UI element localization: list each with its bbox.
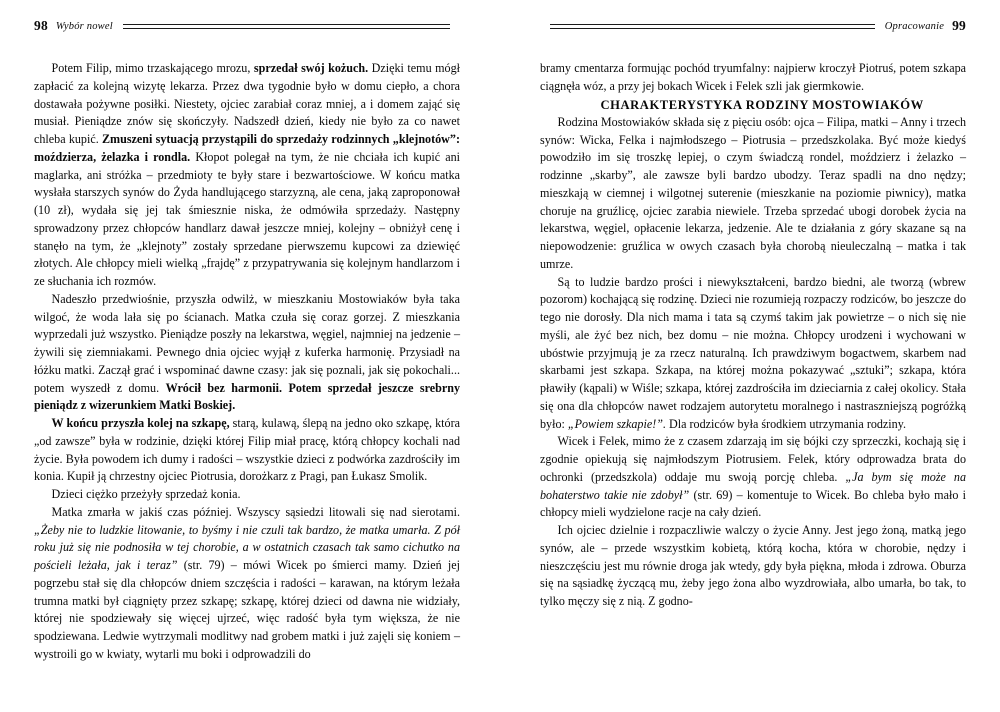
text-run: Wrócił bez harmonii. Potem sprzedał jeszcze srebrny pieniądz z wizerunkiem Matki Boskiej. <box>34 380 461 413</box>
body-text-left <box>34 60 460 664</box>
paragraph <box>540 522 966 611</box>
text-run: (str. 79) – mówi Wicek po śmierci mamy. Dzień jej pogrzebu stał się dla chłopców dniem szczęścia i radości – karawan, na którym leżała trumna matki był ciągnięty przez szkapę; szkapę, której dzieci od dawna nie widziały, której nie spodziewały się więcej ujrzeć, więc radość była tym większa, że nie spodziewana. Ledwie wytrzymali modlitwy nad grobem matki i już zajęli się koniem – wystroili go w kwiaty, wytarli mu boki i odprowadzili do <box>34 558 461 661</box>
text-run: Nadeszło przedwiośnie, przyszła odwilż, w mieszkaniu Mostowiaków była taka wilgoć, że woda lała się po ścianach. Matka czuła się coraz gorzej. Z mieszkania wyprzedali już wszystko. Pieniądze poszły na lekarstwa, węgiel, najmniej na jedzenie – żywili się ziemniakami. Pewnego dnia ojciec wyjął z kuferka harmonię. Przysiadł na łóżku matki. Zaczął grać i wspominać dawne czasy: jak się poznali, jak się pokochali... potem wyszedł z domu. <box>34 291 460 395</box>
text-run: bramy cmentarza formując pochód tryumfalny: najpierw kroczył Piotruś, potem szkapa ciągnęła wóz, a przy jej bokach Wicek i Felek szli jak giermkowie. <box>540 61 966 93</box>
running-head-right <box>540 18 966 34</box>
section-heading: CHARAKTERYSTYKA RODZINY MOSTOWIAKÓW <box>600 97 924 112</box>
text-run: Zmuszeni sytuacją przystąpili do sprzedaży rodzinnych „klejnotów”: moździerza, żelazka i rondla. <box>34 132 460 164</box>
text-run: Potem Filip, mimo trzaskającego mrozu, <box>51 61 254 75</box>
text-run: starą, kulawą, ślepą na jedno oko szkapę, która „od zawsze” była w rodzinie, dzięki której Filip miał pracę, którą chłopcy kochali nad życie. Była powodem ich dumy i radości – wszystkie dzieci z podwórka zazdrościły im konia. Kupił ją chrzestny ojciec Piotrusia, dorożkarz z Pragi, pan Łukasz Smolik. <box>34 416 460 484</box>
folio-right: 99 <box>952 18 966 33</box>
folio-left: 98 <box>34 18 48 33</box>
paragraph <box>540 433 966 522</box>
running-head-title-right: Opracowanie <box>884 20 945 32</box>
text-run: Dla rodziców była środkiem utrzymania rodziny. <box>665 416 906 431</box>
text-run: Ich ojciec dzielnie i rozpaczliwie walczy o życie Anny. Jest jego żoną, matką jego synów, ale – przede wszystkim kobietą, którą kocha, która w chorobie, nędzy i nieszczęściu jest mu równie droga jak wtedy, gdy była piękna, młoda i zdrowa. Oburza się na sąsiadkę życzącą mu, żeby jego żona albo wyzdrowiała, albo umarła, bo tak, to tylko męczy się z nią. Z godno- <box>540 523 966 609</box>
body-text-right <box>540 60 966 611</box>
paragraph <box>34 504 460 664</box>
text-run: Dzięki temu mógł zapłacić za kolejną wizytę lekarza. Przez dwa tygodnie było w domu ciepło, a chora dostawała pożywne posiłki. Niestety, ojciec zarabiał coraz mniej, a i domem zająć się musiał. Pieniądze znów się skończyły. Nadszedł dzień, kiedy nie było za co nawet chleba kupić. <box>34 61 461 146</box>
text-run: „Żeby nie to ludzkie litowanie, to byśmy i nie czuli tak bardzo, że matka umarła. Z pół roku już się nie podnosiła w tej chorobie, a w ostatnich czasach tak samo cichutko na pościeli leżała, jak i teraz” <box>34 522 460 572</box>
text-run: Są to ludzie bardzo prości i niewykształceni, bardzo biedni, ale tworzą (wbrew pozorom) kochającą się rodzinę. Dzieci nie rozumieją rozpaczy rodziców, bo jeszcze do tego nie dorosły. Dla nich mama i tata są czymś takim jak powietrze – o nich się nie myśli, ale żyć bez nich, bez domu – nie można. Chłopcy urodzeni i wychowani w ubóstwie przyjmują je za rzecz naturalną. Ich prawdziwym bogactwem, skarbem nad skarbami jest szkapa. Szkapa, na której można pokazywać „sztuki”; szkapa, która pławiły (kąpali) w Wiśle; szkapa, której zazdrościła im dzieciarnia z całej okolicy. Stała się ona dla chłopców nawet rodzajem autorytetu moralnego i nastraszniejszą pogróżką było: <box>540 274 966 431</box>
header-rule-left <box>123 24 450 29</box>
running-head-left <box>34 18 460 34</box>
header-rule-right <box>550 24 875 29</box>
text-run: „Powiem szkapie!”. <box>567 416 666 431</box>
text-run: „Ja bym się może na bohaterstwo takie nie zdobył” <box>540 469 966 502</box>
text-run: sprzedał swój kożuch. <box>253 61 369 75</box>
page-right <box>500 0 1000 712</box>
text-run: Dzieci ciężko przeżyły sprzedaż konia. <box>51 487 241 501</box>
text-run: Matka zmarła w jakiś czas później. Wszyscy sąsiedzi litowali się nad sierotami. <box>51 504 460 519</box>
paragraph <box>540 114 966 274</box>
text-run: Wicek i Felek, mimo że z czasem zdarzają im się bójki czy sprzeczki, kochają się i zgodnie opiekują się najmłodszym Piotrusiem. Felek, który odprowadza brata do ochronki (przedszkola) oddaje mu swoją porcję chleba. <box>540 434 966 484</box>
paragraph <box>540 274 966 434</box>
running-head-title-left: Wybór nowel <box>55 20 113 32</box>
paragraph <box>34 60 460 291</box>
text-run: Kłopot polegał na tym, że nie chciała ich kupić ani maglarka, ani stróżka – przedmioty te były stare i bezwartościowe. W końcu matka wysłała starszych synów do Żyda handlującego starzyzną, ale cena, jaką zaproponował (10 zł), wydała się jej tak śmiesznie niska, że odmówiła sprzedaży. Następny sprowadzony przez chłopców handlarz dawał jeszcze mniej, kolejny – obniżył cenę i stanęło na tym, że „klejnoty” zostały sprzedane pierwszemu kupcowi za dziewięć złotych. Ale chłopcy mieli wielką „frajdę” z przypatrywania się kolejnym handlarzom i ze słuchania ich rozmów. <box>34 149 460 288</box>
paragraph <box>34 291 460 415</box>
text-run: W końcu przyszła kolej na szkapę, <box>51 416 230 430</box>
paragraph <box>34 486 460 504</box>
paragraph <box>540 60 966 96</box>
text-run: Rodzina Mostowiaków składa się z pięciu osób: ojca – Filipa, matki – Anny i trzech synów: Wicka, Felka i najmłodszego – Piotrusia – przedszkolaka. Być może kiedyś powodziło im się troszkę lepiej, o czym świadczą rondel, moździerz i żelazko – rodzinne „skarby”, ale zawsze byli bardzo ubodzy. Teraz spadli na dno nędzy; mieszkają w ciemnej i wilgotnej suterenie (mieszkanie na poziomie piwnicy), matka choruje na gruźlicę, ojciec zarabia niewiele. Trzeba sprzedać ubogi dorobek życia na lekarstwa, węgiel, opłacenie lekarza, jedzenie. Ale te działania z góry skazane są na niepowodzenie: gruźlica w owych czasach była chorobą nieuleczalną – matka i tak umrze. <box>540 114 966 271</box>
text-run: (str. 69) – komentuje to Wicek. Bo chleba było mało i chłopcy mieli wydzielone racje na cały dzień. <box>540 487 967 520</box>
paragraph <box>34 415 460 486</box>
